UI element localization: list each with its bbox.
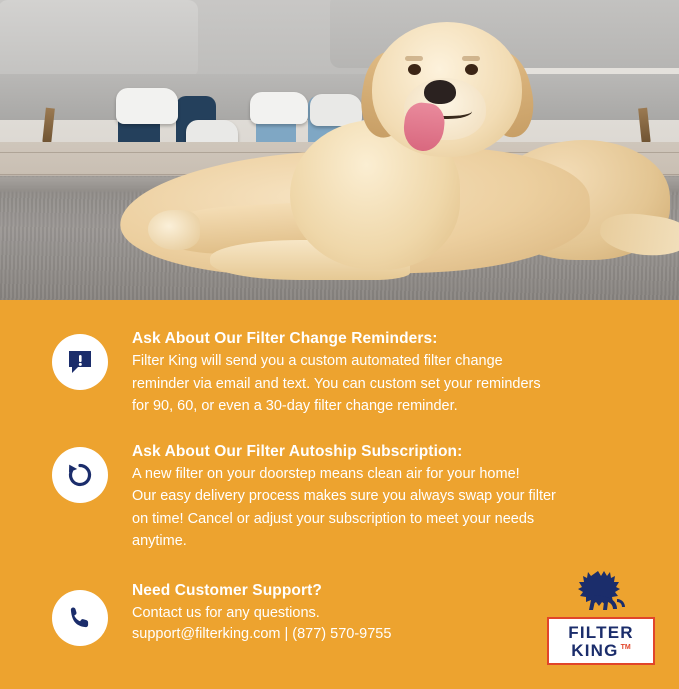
support-phone[interactable]: (877) 570-9755 — [292, 625, 392, 642]
dog-brow — [405, 56, 423, 61]
info-block-reminders — [24, 330, 655, 417]
info-block-body — [132, 330, 655, 417]
dog-eye — [465, 64, 478, 75]
dog-paw — [148, 210, 200, 250]
brand-logo — [547, 569, 655, 665]
block-title: Need Customer Support? — [132, 582, 322, 600]
block-title: Ask About Our Filter Autoship Subscription: — [132, 442, 463, 460]
support-email[interactable]: support@filterking.com — [132, 625, 281, 642]
info-block-autoship — [24, 443, 655, 552]
shoe — [250, 92, 308, 124]
block-text-line: on time! Cancel or adjust your subscription to meet your needs — [132, 510, 535, 527]
logo-wordmark-box — [547, 617, 655, 665]
info-panel — [0, 300, 679, 689]
block-text-line: reminder via email and text. You can custom set your reminders — [132, 375, 541, 392]
block-text-line: Contact us for any questions. — [132, 605, 320, 622]
refresh-cycle-icon — [52, 447, 108, 503]
hero-photo — [0, 0, 679, 300]
lion-icon — [572, 569, 630, 615]
shoe — [116, 88, 178, 124]
logo-word-king — [553, 642, 649, 659]
info-block-body — [132, 443, 655, 552]
dog-nose — [424, 80, 456, 104]
phone-icon — [52, 590, 108, 646]
block-text-line: anytime. — [132, 533, 187, 550]
dog-eye — [408, 64, 421, 75]
block-text-line: Our easy delivery process makes sure you always swap your filter — [132, 488, 556, 505]
couch-cushion — [0, 0, 198, 78]
block-text-line: A new filter on your doorstep means clean air for your home! — [132, 465, 520, 482]
block-text-line: Filter King will send you a custom automated filter change — [132, 353, 503, 369]
logo-trademark: TM — [620, 644, 631, 652]
logo-word-filter: FILTER — [568, 623, 634, 643]
chat-alert-icon — [52, 334, 108, 390]
contact-separator: | — [284, 625, 289, 642]
logo-word-king-text: KING — [571, 640, 619, 660]
dog-brow — [462, 56, 480, 61]
block-text-line: for 90, 60, or even a 30-day filter change reminder. — [132, 398, 458, 415]
block-title: Ask About Our Filter Change Reminders: — [132, 330, 438, 347]
